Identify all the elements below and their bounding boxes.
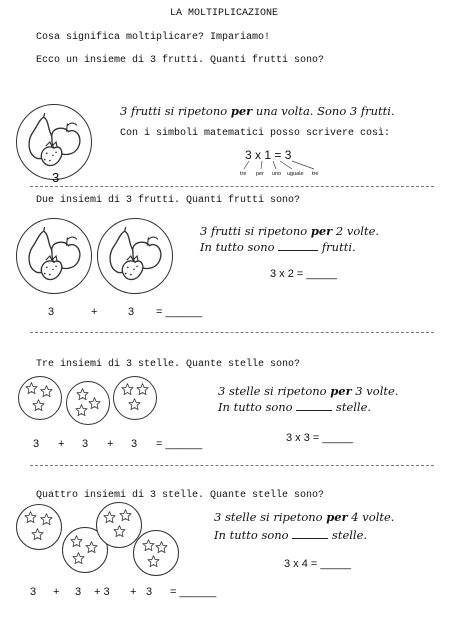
word-per: per [256, 171, 264, 177]
star-icon [72, 552, 85, 565]
sum-result: = ______ [156, 438, 203, 450]
divider [30, 332, 434, 333]
star-icon [103, 511, 116, 524]
s2-total-line: In tutto sono frutti. [200, 240, 356, 254]
star-icon [40, 513, 53, 526]
s3-total-line: In tutto sono stelle. [218, 400, 372, 414]
word-tre-1: tre [240, 171, 247, 177]
sum-term: 3 [33, 438, 40, 450]
word-tre-2: tre [312, 171, 319, 177]
divider [30, 465, 434, 466]
s4-sentence: 3 stelle si ripetono per 4 volte. [214, 510, 395, 524]
sum-term: 3 [146, 586, 153, 598]
star-icon [147, 555, 160, 568]
fruit-set [16, 104, 92, 180]
star-icon [40, 385, 53, 398]
sum-operator: + [53, 586, 60, 598]
s3-sentence: 3 stelle si ripetono per 3 volte. [218, 384, 399, 398]
star-icon [70, 535, 83, 548]
s4-total-line: In tutto sono stelle. [214, 528, 368, 542]
s3-question: Tre insiemi di 3 stelle. Quante stelle sono? [36, 359, 301, 370]
fruit-set [97, 218, 173, 294]
sum-operator: + [91, 306, 98, 318]
sum-operator: + [107, 438, 114, 450]
s2-sentence: 3 frutti si ripetono per 2 volte. [200, 224, 380, 238]
star-icon [119, 509, 132, 522]
intro-text: Cosa significa moltiplicare? Impariamo! [36, 32, 271, 43]
sum-term: 3 [30, 586, 37, 598]
page-title: LA MOLTIPLICAZIONE [170, 8, 279, 19]
s4-equation: 3 x 4 = _____ [284, 558, 351, 570]
sum-operator: + [58, 438, 65, 450]
star-icon [75, 404, 88, 417]
sum-term: 3 [131, 438, 138, 450]
star-set [18, 376, 62, 420]
word-uguale: uguale [287, 171, 304, 177]
sum-term: + 3 [94, 586, 110, 598]
star-icon [85, 541, 98, 554]
sum-result: = ______ [156, 306, 203, 318]
s1-equation: 3 x 1 = 3 [245, 148, 292, 162]
sum-term: 3 [48, 306, 55, 318]
fruit-icon [23, 111, 85, 173]
s1-question: Ecco un insieme di 3 frutti. Quanti frutti sono? [36, 55, 325, 66]
star-set [133, 530, 179, 576]
star-icon [136, 383, 149, 396]
s4-question: Quattro insiemi di 3 stelle. Quante stelle sono? [36, 490, 325, 501]
sum-term: 3 [82, 438, 89, 450]
star-icon [128, 398, 141, 411]
star-icon [113, 525, 126, 538]
answer-blank[interactable] [292, 538, 328, 539]
star-set [66, 381, 110, 425]
sum-term: 3 [75, 586, 82, 598]
divider [30, 186, 434, 187]
star-icon [155, 541, 168, 554]
s1-set-count: 3 [52, 170, 60, 185]
sum-operator: + [130, 586, 137, 598]
star-icon [88, 397, 101, 410]
star-set [16, 504, 62, 550]
star-icon [25, 382, 38, 395]
star-icon [121, 383, 134, 396]
fruit-icon [23, 225, 85, 287]
star-set [113, 376, 157, 420]
word-uno: uno [272, 171, 282, 177]
answer-blank[interactable] [296, 410, 332, 411]
s3-equation: 3 x 3 = _____ [286, 432, 353, 444]
fruit-set [16, 218, 92, 294]
answer-blank[interactable] [278, 250, 318, 251]
s2-equation: 3 x 2 = _____ [270, 268, 337, 280]
star-icon [24, 511, 37, 524]
s1-symbols-text: Con i simboli matematici posso scrivere così: [120, 128, 391, 139]
sum-term: 3 [128, 306, 135, 318]
star-icon [142, 539, 155, 552]
s1-sentence: 3 frutti si ripetono per una volta. Sono 3 frutti. [120, 104, 395, 118]
star-icon [31, 528, 44, 541]
sum-result: = ______ [170, 586, 217, 598]
s2-question: Due insiemi di 3 frutti. Quanti frutti sono? [36, 195, 301, 206]
fruit-icon [104, 225, 166, 287]
star-icon [32, 399, 45, 412]
